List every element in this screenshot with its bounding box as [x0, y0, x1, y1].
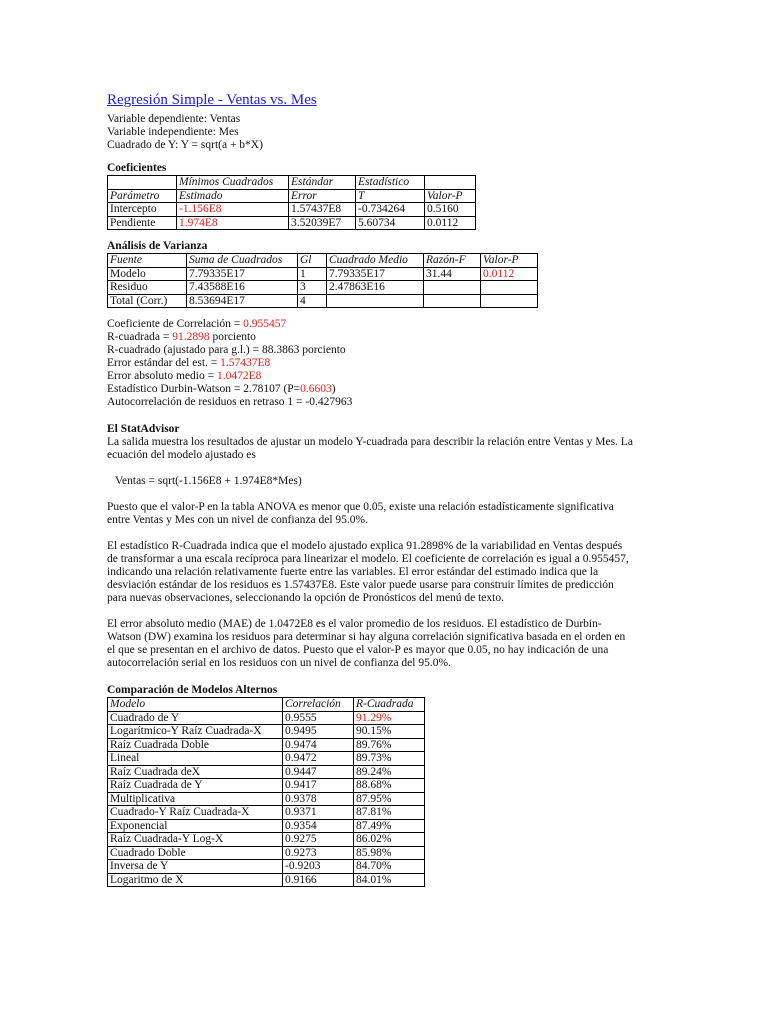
- header-line-dependent: Variable dependiente: Ventas: [107, 113, 241, 125]
- table-cell: 0.9555: [283, 711, 354, 725]
- table-header-cell: Mínimos Cuadrados: [177, 176, 289, 190]
- table-cell: Cuadrado de Y: [108, 711, 283, 725]
- advisor-paragraph-2: Puesto que el valor-P en la tabla ANOVA es menor que 0.05, existe una relación estadísticamente significativa entre Ventas y Mes con un nivel de confianza del 95.0%.: [107, 501, 614, 526]
- table-cell: 89.73%: [354, 752, 425, 766]
- coef-heading: Coeficientes: [107, 162, 167, 174]
- table-cell: 2.47863E16: [327, 281, 424, 295]
- models-heading: Comparación de Modelos Alternos: [107, 684, 278, 696]
- table-header-cell: Modelo: [108, 698, 283, 712]
- model-formula: Ventas = sqrt(-1.156E8 + 1.974E8*Mes): [115, 475, 302, 487]
- table-row: [108, 779, 425, 793]
- table-row: [108, 294, 538, 308]
- table-header-cell: [425, 176, 476, 190]
- table-cell: Inversa de Y: [108, 860, 283, 874]
- stat-label: Coeficiente de Correlación =: [107, 318, 244, 330]
- stat-mae: [107, 370, 737, 383]
- table-cell: 0.0112: [425, 216, 476, 230]
- stat-autocorrelation: Autocorrelación de residuos en retraso 1 = -0.427963: [107, 396, 353, 408]
- table-row: [108, 189, 476, 203]
- table-header-cell: Parámetro: [108, 189, 177, 203]
- table-cell: 86.02%: [354, 833, 425, 847]
- models-table: [107, 697, 425, 887]
- table-cell: 3.52039E7: [289, 216, 356, 230]
- table-cell: 84.70%: [354, 860, 425, 874]
- table-header-cell: Error: [289, 189, 356, 203]
- table-cell: Logarítmico-Y Raíz Cuadrada-X: [108, 725, 283, 739]
- table-header-cell: Suma de Cuadrados: [187, 254, 298, 268]
- table-header-cell: Razón-F: [424, 254, 481, 268]
- table-cell: 84.01%: [354, 873, 425, 887]
- table-row: [108, 281, 538, 295]
- table-cell: Multiplicativa: [108, 792, 283, 806]
- header-line-model: Cuadrado de Y: Y = sqrt(a + b*X): [107, 139, 263, 151]
- stat-suffix: porciento: [209, 331, 256, 343]
- table-cell: [481, 281, 538, 295]
- header-line-independent: Variable independiente: Mes: [107, 126, 239, 138]
- stat-value: 0.6603: [300, 383, 332, 395]
- table-cell: Raíz Cuadrada deX: [108, 765, 283, 779]
- table-cell: 0.9474: [283, 738, 354, 752]
- stat-label: Error absoluto medio =: [107, 370, 217, 382]
- advisor-heading: El StatAdvisor: [107, 423, 180, 435]
- table-cell: 0.9273: [283, 846, 354, 860]
- table-cell: 0.0112: [481, 267, 538, 281]
- stat-value: 91.2898: [172, 331, 210, 343]
- table-cell: 3: [298, 281, 327, 295]
- table-header-cell: T: [356, 189, 425, 203]
- table-cell: 8.53694E17: [187, 294, 298, 308]
- table-header-cell: Valor-P: [425, 189, 476, 203]
- table-header-cell: Valor-P: [481, 254, 538, 268]
- table-cell: Pendiente: [108, 216, 177, 230]
- table-cell: 4: [298, 294, 327, 308]
- table-header-cell: Gl: [298, 254, 327, 268]
- stat-label: R-cuadrada =: [107, 331, 173, 343]
- stat-label: Error estándar del est. =: [107, 357, 221, 369]
- stat-r-squared: [107, 331, 737, 344]
- table-cell: 88.68%: [354, 779, 425, 793]
- table-cell: Lineal: [108, 752, 283, 766]
- table-row: [108, 833, 425, 847]
- table-cell: 87.95%: [354, 792, 425, 806]
- coef-table: [107, 175, 476, 230]
- table-cell: Cuadrado-Y Raíz Cuadrada-X: [108, 806, 283, 820]
- table-row: [108, 846, 425, 860]
- table-cell: Raíz Cuadrada-Y Log-X: [108, 833, 283, 847]
- table-cell: 0.9166: [283, 873, 354, 887]
- table-cell: Intercepto: [108, 203, 177, 217]
- anova-heading: Análisis de Varianza: [107, 240, 208, 252]
- table-cell: Exponencial: [108, 819, 283, 833]
- table-cell: 0.9371: [283, 806, 354, 820]
- table-cell: 89.24%: [354, 765, 425, 779]
- table-cell: [424, 294, 481, 308]
- table-cell: 1: [298, 267, 327, 281]
- table-header-cell: Estadístico: [356, 176, 425, 190]
- table-row: [108, 203, 476, 217]
- table-cell: Residuo: [108, 281, 187, 295]
- table-cell: 90.15%: [354, 725, 425, 739]
- table-cell: 5.60734: [356, 216, 425, 230]
- table-header-cell: Correlación: [283, 698, 354, 712]
- stat-label: Estadístico Durbin-Watson = 2.78107 (P=: [107, 383, 301, 395]
- table-cell: 87.81%: [354, 806, 425, 820]
- stat-value: 1.0472E8: [216, 370, 262, 382]
- stats-block: [107, 318, 737, 409]
- table-cell: Cuadrado Doble: [108, 846, 283, 860]
- table-cell: -1.156E8: [177, 203, 289, 217]
- table-cell: 87.49%: [354, 819, 425, 833]
- table-header-cell: Cuadrado Medio: [327, 254, 424, 268]
- table-cell: 0.9472: [283, 752, 354, 766]
- table-cell: Modelo: [108, 267, 187, 281]
- table-row: [108, 254, 538, 268]
- stat-value: 0.955457: [243, 318, 287, 330]
- table-cell: 7.79335E17: [327, 267, 424, 281]
- table-cell: -0.734264: [356, 203, 425, 217]
- table-header-cell: [108, 176, 177, 190]
- table-header-cell: Estimado: [177, 189, 289, 203]
- table-row: [108, 819, 425, 833]
- table-cell: 85.98%: [354, 846, 425, 860]
- advisor-paragraph-3: El estadístico R-Cuadrada indica que el modelo ajustado explica 91.2898% de la variabilidad en Ventas después de transformar a una escala recíproca para linearizar el modelo. El coeficiente de correlación es igual a 0.955457, indicando una relación relativamente fuerte entre las variables. El error estándar del estimado indica que la desviación estándar de los residuos es 1.57437E8. Este valor puede usarse para construir límites de predicción para nuevas observaciones, seleccionando la opción de Pronósticos del menú de texto.: [107, 540, 629, 604]
- table-cell: 0.9275: [283, 833, 354, 847]
- table-cell: [424, 281, 481, 295]
- table-cell: 0.5160: [425, 203, 476, 217]
- stat-correlation: [107, 318, 737, 331]
- table-cell: Raíz Cuadrada Doble: [108, 738, 283, 752]
- document-title[interactable]: Regresión Simple - Ventas vs. Mes: [107, 92, 317, 108]
- table-cell: 1.57437E8: [289, 203, 356, 217]
- table-row: [108, 792, 425, 806]
- stat-suffix: ): [331, 383, 336, 395]
- table-cell: [481, 294, 538, 308]
- table-cell: 1.974E8: [177, 216, 289, 230]
- table-cell: 31.44: [424, 267, 481, 281]
- table-cell: 0.9354: [283, 819, 354, 833]
- table-cell: Raíz Cuadrada de Y: [108, 779, 283, 793]
- stat-durbin-watson: [107, 383, 737, 396]
- table-cell: Logaritmo de X: [108, 873, 283, 887]
- table-row: [108, 711, 425, 725]
- table-cell: 0.9378: [283, 792, 354, 806]
- table-row: [108, 752, 425, 766]
- stat-value: 1.57437E8: [220, 357, 271, 369]
- table-cell: 7.79335E17: [187, 267, 298, 281]
- table-header-cell: Fuente: [108, 254, 187, 268]
- table-row: [108, 765, 425, 779]
- advisor-paragraph-1: La salida muestra los resultados de ajustar un modelo Y-cuadrada para describir la relación entre Ventas y Mes. La ecuación del modelo ajustado es: [107, 436, 633, 461]
- table-row: [108, 860, 425, 874]
- table-row: [108, 738, 425, 752]
- advisor-paragraph-4: El error absoluto medio (MAE) de 1.0472E8 es el valor promedio de los residuos. El estadístico de Durbin-Watson (DW) examina los residuos para determinar si hay alguna correlación significativa basada en el orden en el que se presentan en el archivo de datos. Puesto que el valor-P es mayor que 0.05, no hay indicación de una autocorrelación serial en los residuos con un nivel de confianza del 95.0%.: [107, 618, 626, 669]
- table-header-cell: Estándar: [289, 176, 356, 190]
- table-row: [108, 267, 538, 281]
- table-row: [108, 176, 476, 190]
- table-cell: 0.9447: [283, 765, 354, 779]
- table-row: [108, 725, 425, 739]
- table-cell: -0.9203: [283, 860, 354, 874]
- table-cell: 0.9495: [283, 725, 354, 739]
- stat-r-squared-adjusted: R-cuadrado (ajustado para g.l.) = 88.3863 porciento: [107, 344, 346, 356]
- table-row: [108, 698, 425, 712]
- table-cell: Total (Corr.): [108, 294, 187, 308]
- table-cell: 7.43588E16: [187, 281, 298, 295]
- table-row: [108, 216, 476, 230]
- stat-standard-error: [107, 357, 737, 370]
- table-cell: 91.29%: [354, 711, 425, 725]
- table-cell: 0.9417: [283, 779, 354, 793]
- table-cell: 89.76%: [354, 738, 425, 752]
- anova-table: [107, 253, 538, 308]
- table-row: [108, 873, 425, 887]
- document-page: [107, 92, 737, 887]
- table-header-cell: R-Cuadrada: [354, 698, 425, 712]
- table-row: [108, 806, 425, 820]
- table-cell: [327, 294, 424, 308]
